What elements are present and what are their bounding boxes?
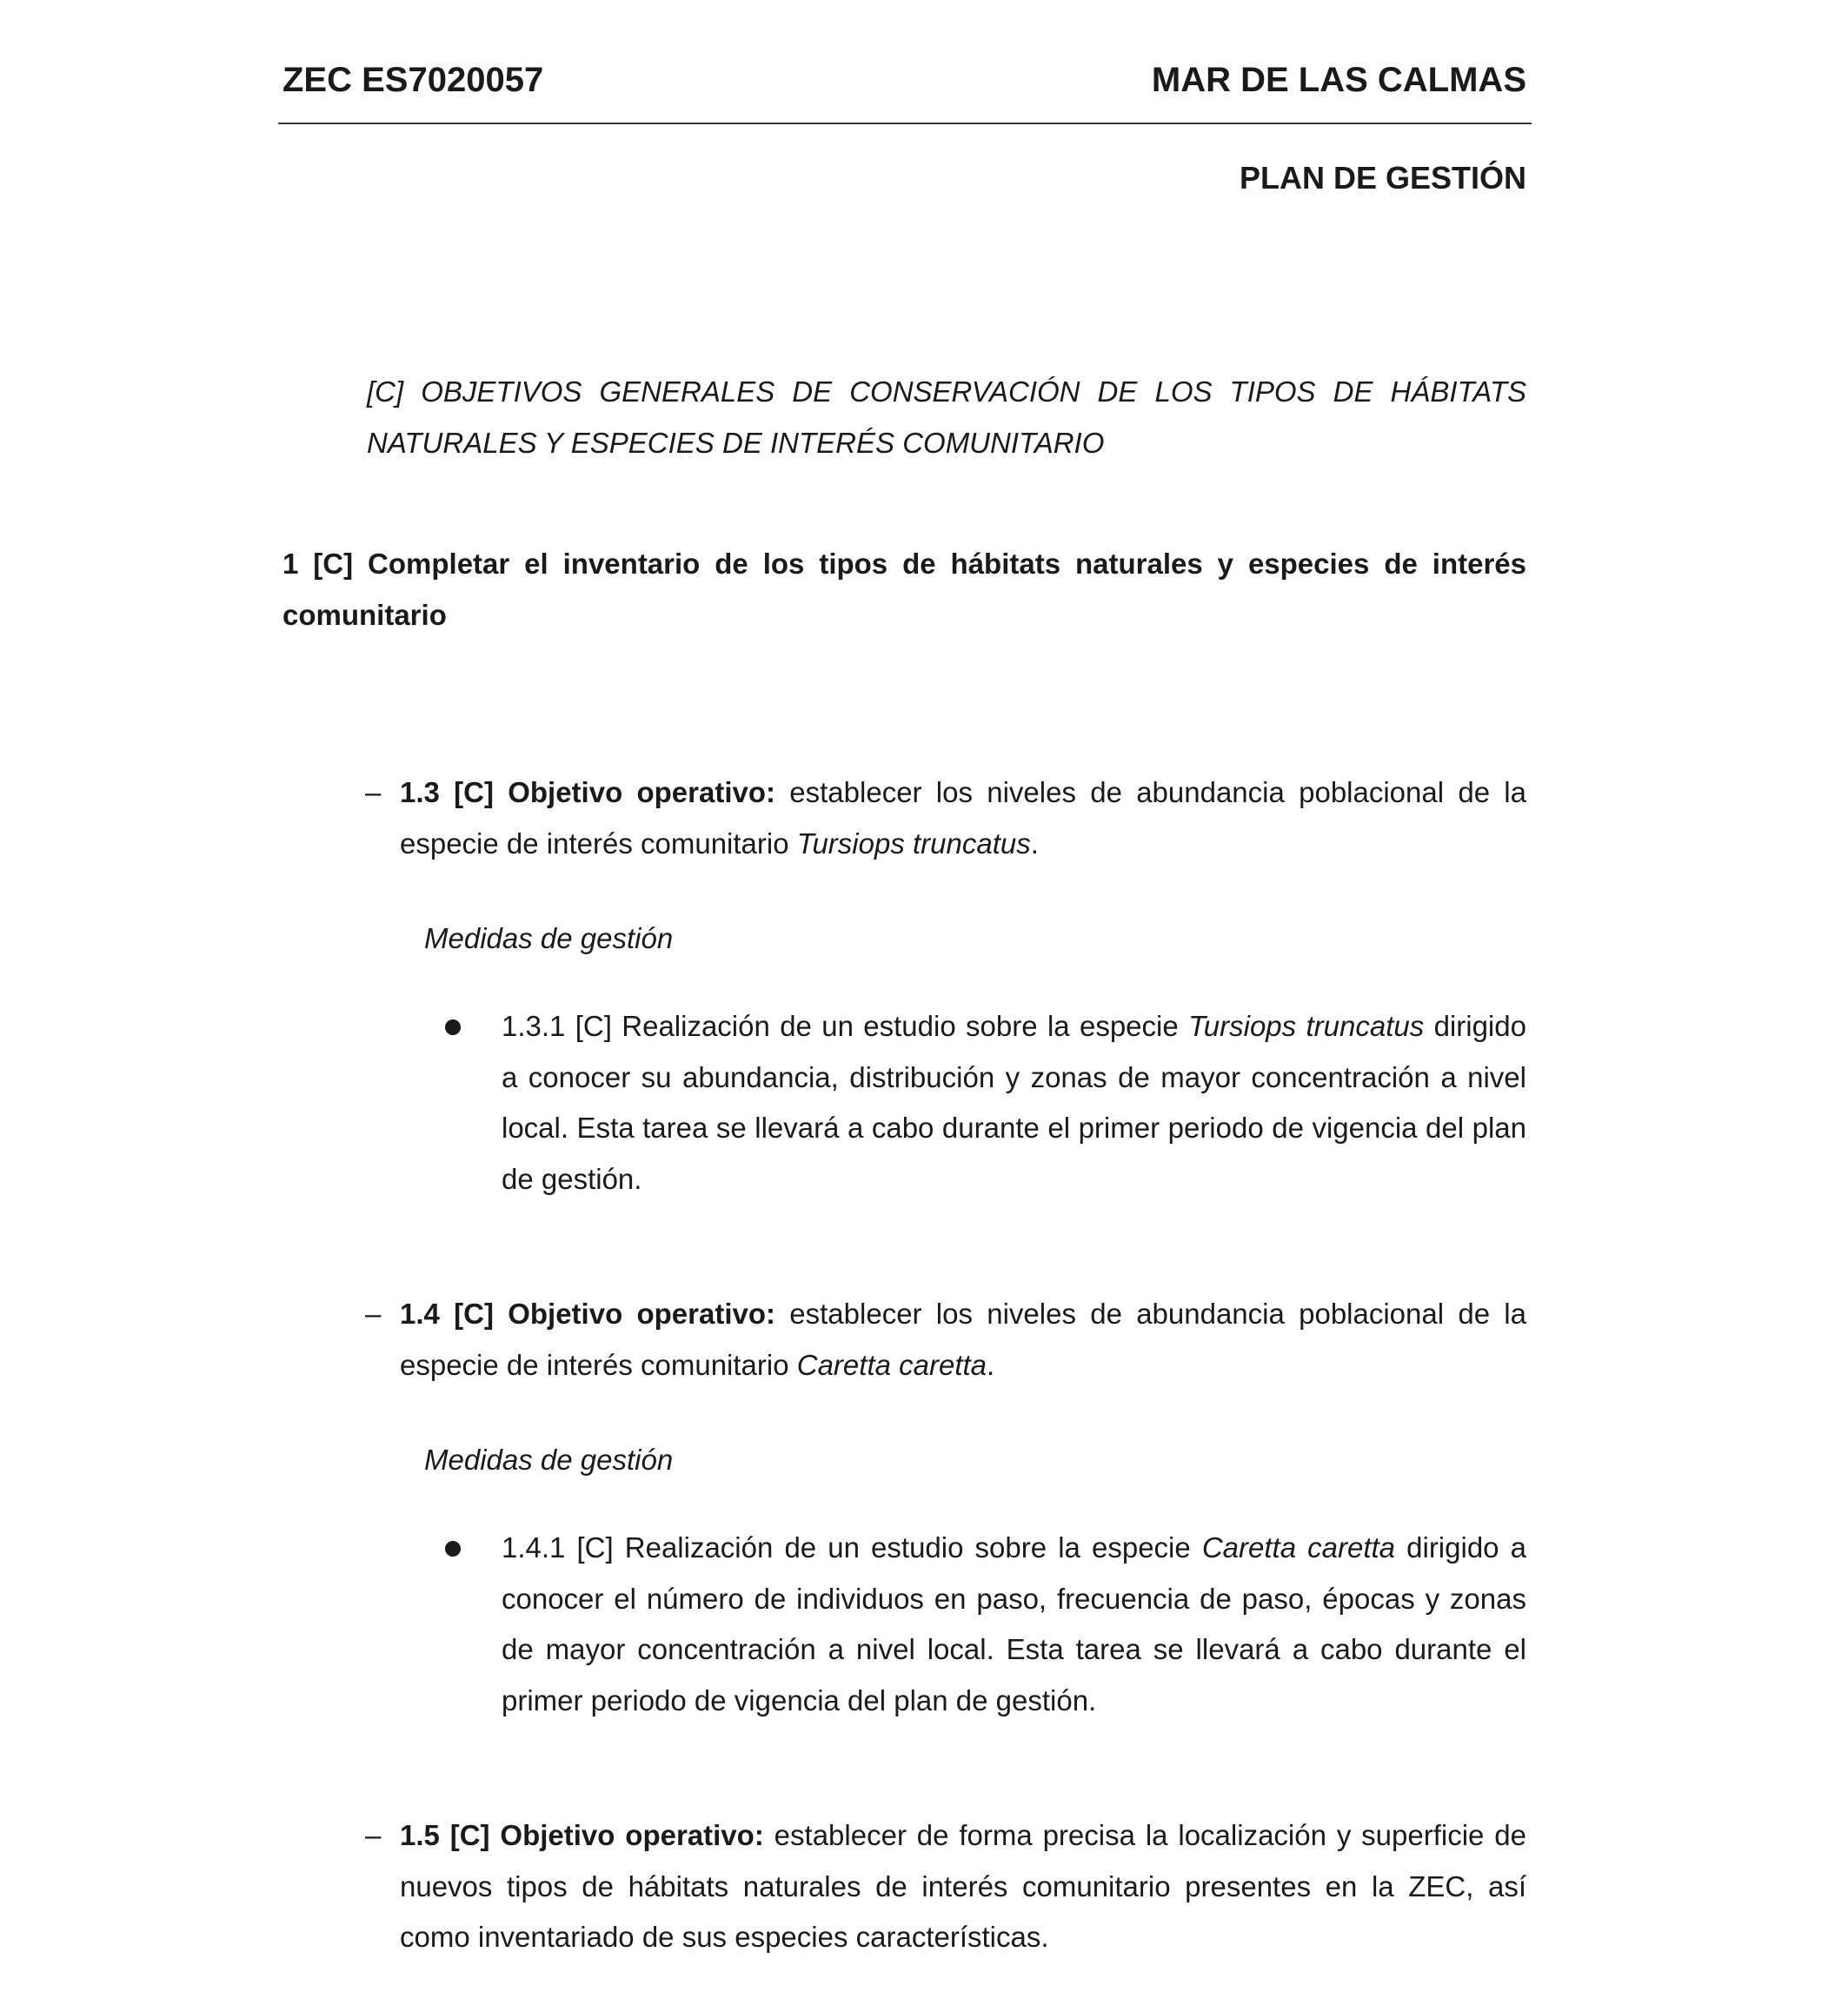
- objective-text: establecer los niveles de abundancia poblacional de la especie de interés comunitario: [400, 1298, 1526, 1381]
- species-name: Caretta caretta: [1201, 1531, 1396, 1564]
- bullet-marker: [445, 1541, 461, 1557]
- objective-1-heading: 1 [C] Completar el inventario de los tipos de hábitats naturales y especies de interés comunitario: [283, 548, 1526, 631]
- measure-text-end: dirigido a conocer el número de individuos en paso, frecuencia de paso, épocas y zonas de mayor concentración a nivel local. Esta tarea se llevará a cabo durante el primer periodo de vigencia del plan de gestión.: [502, 1531, 1526, 1717]
- list-dash: –: [365, 776, 382, 808]
- general-objectives-title: [C] OBJETIVOS GENERALES DE CONSERVACIÓN DE LOS TIPOS DE HÁBITATS NATURALES Y ESPECIES DE INTERÉS COMUNITARIO: [367, 375, 1526, 459]
- operational-objective-1-3: [400, 767, 1526, 869]
- list-dash: –: [365, 1819, 382, 1851]
- objective-text: establecer los niveles de abundancia poblacional de la especie de interés comunitario: [400, 776, 1526, 860]
- objective-label: 1.5 [C] Objetivo operativo:: [400, 1819, 764, 1851]
- measure-text: 1.3.1 [C] Realización de un estudio sobre la especie: [502, 1010, 1189, 1042]
- objective-label: 1.3 [C] Objetivo operativo:: [400, 776, 776, 808]
- species-name: Tursiops truncatus: [796, 827, 1031, 860]
- objective-text-end: .: [987, 1348, 995, 1381]
- operational-objective-1-4: [400, 1289, 1526, 1391]
- list-dash: –: [365, 1298, 382, 1330]
- objective-text-end: .: [1030, 827, 1039, 860]
- measure-1-3-1: [502, 1001, 1526, 1205]
- header-divider: [278, 123, 1532, 124]
- measure-text-end: dirigido a conocer su abundancia, distribución y zonas de mayor concentración a nivel local. Esta tarea se llevará a cabo durante el primer periodo de vigencia del plan de gestión.: [502, 1010, 1526, 1195]
- bullet-marker: [445, 1019, 461, 1035]
- measure-1-4-1: [502, 1523, 1526, 1726]
- operational-objective-1-5: [400, 1810, 1526, 1963]
- header-plan-title: PLAN DE GESTIÓN: [1239, 160, 1526, 196]
- objective-text: establecer de forma precisa la localización y superficie de nuevos tipos de hábitats naturales de interés comunitario presentes en la ZEC, así como inventariado de sus especies características.: [400, 1819, 1526, 1953]
- measure-text: 1.4.1 [C] Realización de un estudio sobre la especie: [502, 1531, 1202, 1564]
- measures-title-1-3: Medidas de gestión: [424, 922, 674, 954]
- objective-label: 1.4 [C] Objetivo operativo:: [400, 1298, 776, 1330]
- measures-title-1-4: Medidas de gestión: [424, 1444, 674, 1476]
- header-site-name: MAR DE LAS CALMAS: [1151, 61, 1526, 99]
- header-site-code: ZEC ES7020057: [283, 61, 544, 99]
- species-name: Caretta caretta: [796, 1348, 987, 1381]
- species-name: Tursiops truncatus: [1188, 1010, 1425, 1042]
